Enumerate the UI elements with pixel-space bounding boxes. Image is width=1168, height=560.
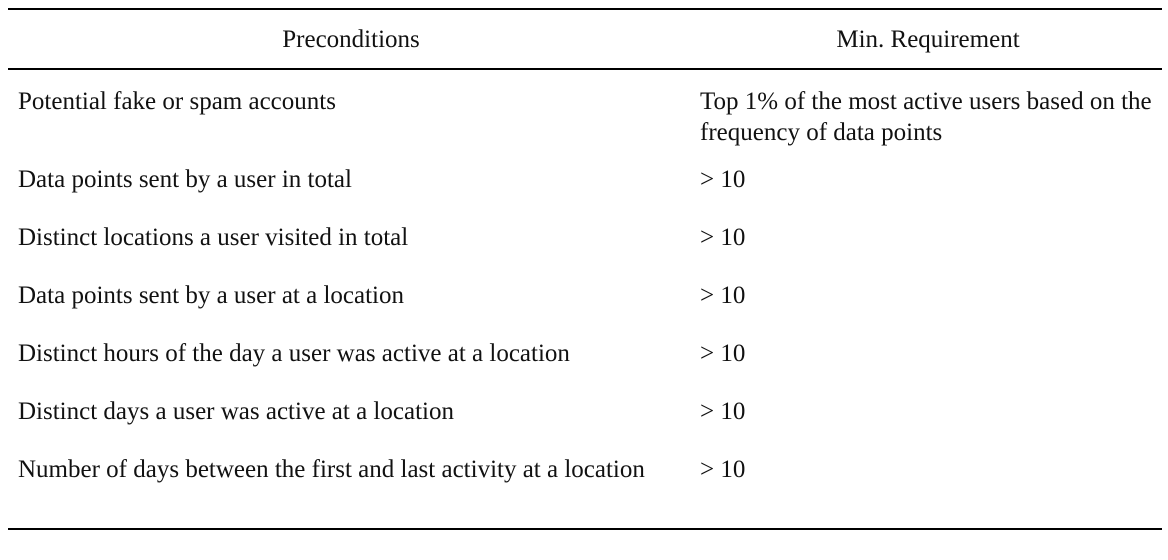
requirement-cell: > 10 [700, 456, 746, 483]
table-row [8, 440, 1162, 529]
table-row [8, 382, 1162, 440]
requirement-cell: > 10 [700, 224, 746, 251]
precondition-cell: Distinct locations a user visited in total [18, 224, 409, 251]
requirement-cell: > 10 [700, 398, 746, 425]
header-row [8, 9, 1162, 69]
table-body [8, 69, 1162, 529]
table-row [8, 150, 1162, 208]
requirement-cell: > 10 [700, 340, 746, 367]
precondition-cell: Number of days between the first and last activity at a location [18, 456, 645, 483]
table-row [8, 69, 1162, 150]
table-row [8, 324, 1162, 382]
header-preconditions: Preconditions [282, 25, 420, 53]
table-row [8, 208, 1162, 266]
precondition-cell: Potential fake or spam accounts [18, 88, 336, 115]
table-row [8, 266, 1162, 324]
requirement-cell: > 10 [700, 282, 746, 309]
precondition-cell: Distinct days a user was active at a location [18, 398, 454, 425]
precondition-cell: Distinct hours of the day a user was active at a location [18, 340, 570, 367]
header-min-requirement: Min. Requirement [836, 25, 1020, 53]
precondition-cell: Data points sent by a user in total [18, 166, 352, 193]
preconditions-table [8, 8, 1162, 530]
requirement-cell: > 10 [700, 166, 746, 193]
precondition-cell: Data points sent by a user at a location [18, 282, 404, 309]
requirement-cell: Top 1% of the most active users based on the frequency of data points [700, 88, 1152, 146]
preconditions-table-container [8, 8, 1162, 530]
table-header [8, 9, 1162, 69]
